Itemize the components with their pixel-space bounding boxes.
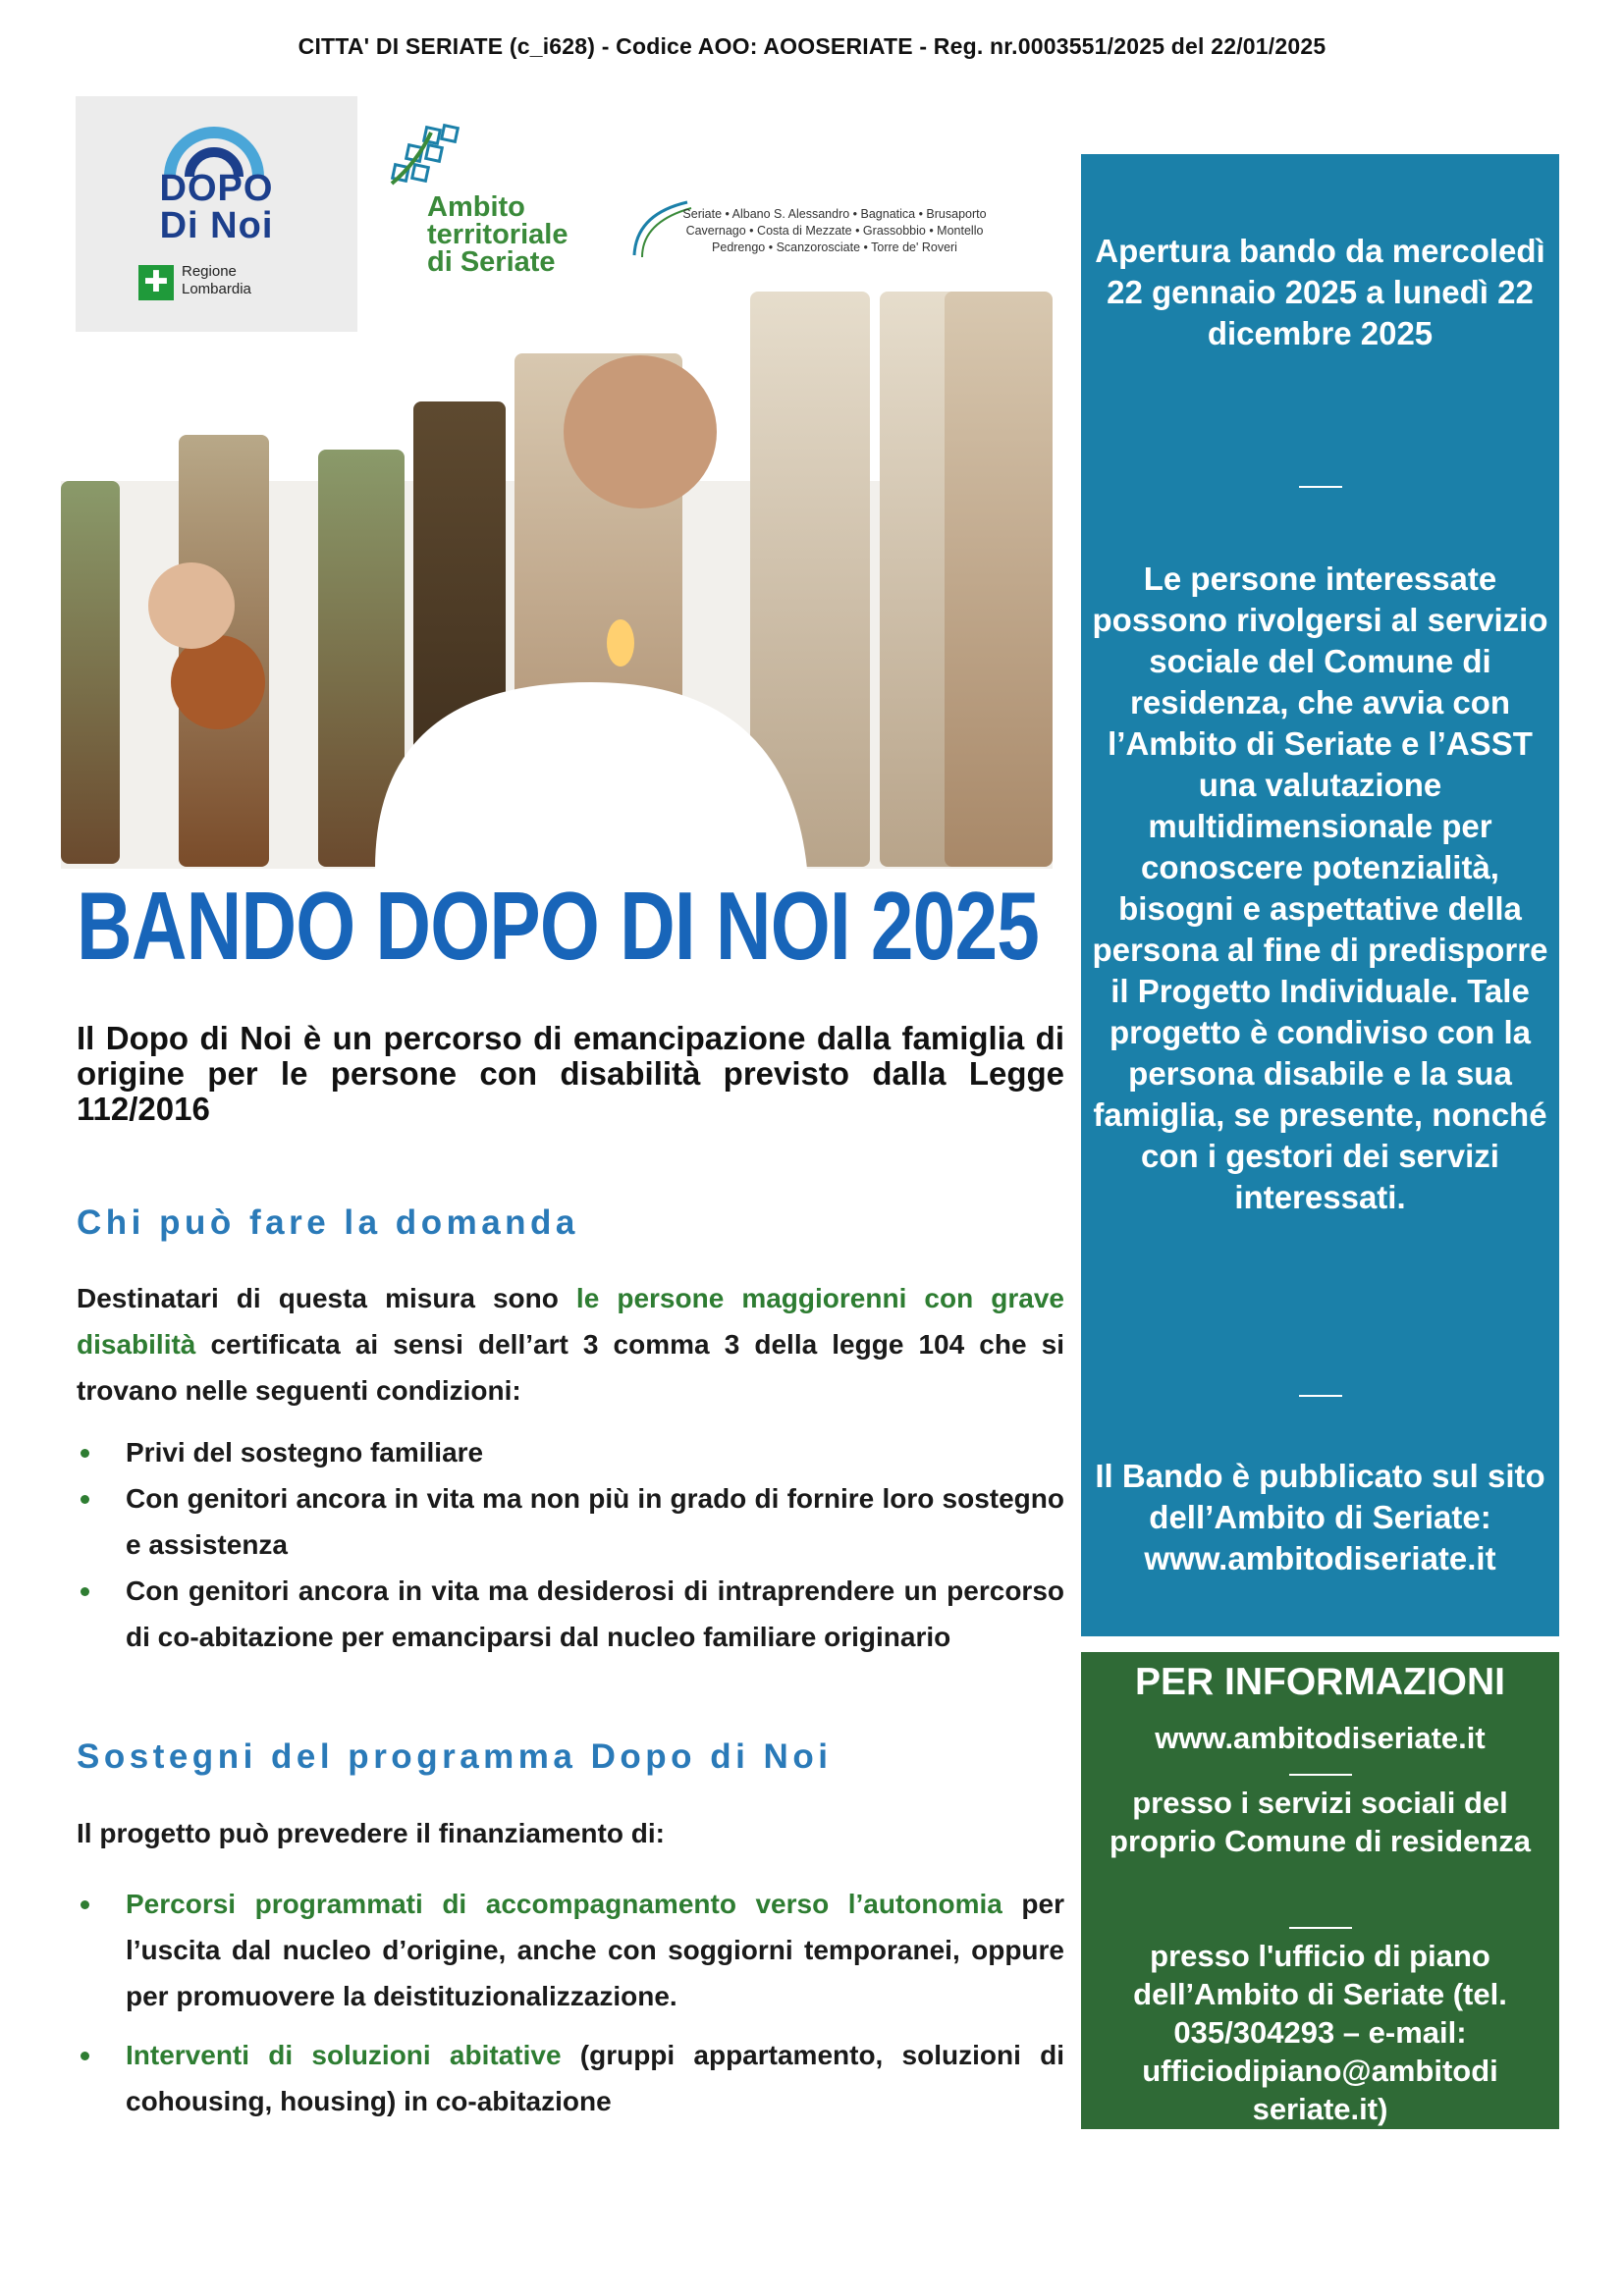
divider bbox=[1289, 1927, 1352, 1929]
applicants-highlight: le persone maggiorenni con grave disabilità bbox=[77, 1283, 1064, 1360]
info-social-services: presso i servizi sociali del proprio Comune di residenza bbox=[1110, 1786, 1531, 1858]
municipalities-line1: Seriate • Albano S. Alessandro • Bagnatica • Brusaporto bbox=[682, 207, 987, 221]
list-item: Privi del sostegno familiare bbox=[77, 1429, 1064, 1475]
municipalities-line3: Pedrengo • Scanzorosciate • Torre de' Roveri bbox=[712, 240, 957, 254]
list-item: Con genitori ancora in vita ma non più in grado di fornire loro sostegno e assistenza bbox=[77, 1475, 1064, 1568]
intro-text: Il Dopo di Noi è un percorso di emancipazione dalla famiglia di origine per le persone con disabilità previsto dalla Legge 112/2016 bbox=[77, 1020, 1064, 1127]
region-line2: Lombardia bbox=[182, 281, 251, 297]
registry-header: CITTA' DI SERIATE (c_i628) - Codice AOO: AOOSERIATE - Reg. nr.0003551/2025 del 22/01/2025 bbox=[298, 33, 1326, 59]
announcement-panel bbox=[1081, 154, 1559, 1636]
hero-photo-collage bbox=[61, 290, 1053, 869]
dopo-word: DOPO bbox=[159, 168, 274, 209]
bullet-icon bbox=[81, 1495, 89, 1504]
page-title: BANDO DOPO DI NOI 2025 bbox=[77, 872, 1040, 980]
list-item: Con genitori ancora in vita ma desiderosi di intraprendere un percorso di co-abitazione per emanciparsi dal nucleo familiare originario bbox=[77, 1568, 1064, 1660]
info-office: presso l'ufficio di piano dell’Ambito di Seriate (tel. 035/304293 – e-mail: ufficiodipiano@ambitodi seriate.it) bbox=[1133, 1939, 1507, 2126]
divider bbox=[1299, 486, 1342, 488]
applicants-paragraph: Destinatari di questa misura sono le persone maggiorenni con grave disabilità certificata ai sensi dell’art 3 comma 3 della legge 104 che si trovano nelle seguenti condizioni: bbox=[77, 1283, 1064, 1406]
divider bbox=[1289, 1774, 1352, 1776]
divider bbox=[1299, 1395, 1342, 1397]
published-text: Il Bando è pubblicato sul sito dell’Ambito di Seriate: www.ambitodiseriate.it bbox=[1095, 1458, 1545, 1576]
list-item: Percorsi programmati di accompagnamento verso l’autonomia per l’uscita dal nucleo d’origine, anche con soggiorni temporanei, oppure per promuovere la deistituzionalizzazione. bbox=[77, 1881, 1064, 2019]
regione-cross-icon: ✚ bbox=[138, 265, 174, 300]
ambito-line3: di Seriate bbox=[427, 246, 556, 278]
municipalities-list bbox=[628, 194, 1021, 263]
supports-list-2 bbox=[77, 2032, 1064, 2124]
bullet-icon bbox=[81, 1587, 89, 1596]
region-line1: Regione bbox=[182, 263, 237, 280]
conditions-list bbox=[77, 1429, 1064, 1660]
supports-list bbox=[77, 1881, 1064, 2019]
section-heading-supports: Sostegni del programma Dopo di Noi bbox=[77, 1737, 833, 1776]
supports-lead: Il progetto può prevedere il finanziamento di: bbox=[77, 1818, 665, 1848]
section-heading-applicants: Chi può fare la domanda bbox=[77, 1203, 579, 1242]
info-heading: PER INFORMAZIONI bbox=[1135, 1661, 1505, 1703]
opening-dates: Apertura bando da mercoledì 22 gennaio 2025 a lunedì 22 dicembre 2025 bbox=[1095, 233, 1545, 351]
info-panel bbox=[1081, 1652, 1559, 2129]
contact-info-text: Le persone interessate possono rivolgersi al servizio sociale del Comune di residenza, che avvia con l’Ambito di Seriate e l’ASST una valutazione multidimensionale per conoscere potenzialità, bisogni e aspettative della persona al fine di predisporre il Progetto Individuale. Tale progetto è condiviso con la persona disabile e la sua famiglia, se presente, nonché con i gestori dei servizi interessati. bbox=[1092, 561, 1548, 1215]
municipalities-line2: Cavernago • Costa di Mezzate • Grassobbio • Montello bbox=[685, 224, 984, 238]
di-noi-word: Di Noi bbox=[159, 205, 274, 246]
ambito-line2: territoriale bbox=[427, 219, 568, 250]
info-website[interactable]: www.ambitodiseriate.it bbox=[1155, 1721, 1486, 1755]
ambito-line1: Ambito bbox=[427, 191, 525, 223]
bullet-icon bbox=[81, 2052, 89, 2060]
bullet-icon bbox=[81, 1900, 89, 1909]
ambito-squares-icon bbox=[388, 123, 486, 201]
bullet-icon bbox=[81, 1449, 89, 1458]
ambito-territoriale-logo bbox=[388, 123, 594, 280]
list-item: Interventi di soluzioni abitative (gruppi appartamento, soluzioni di cohousing, housing) in co-abitazione bbox=[77, 2032, 1064, 2124]
